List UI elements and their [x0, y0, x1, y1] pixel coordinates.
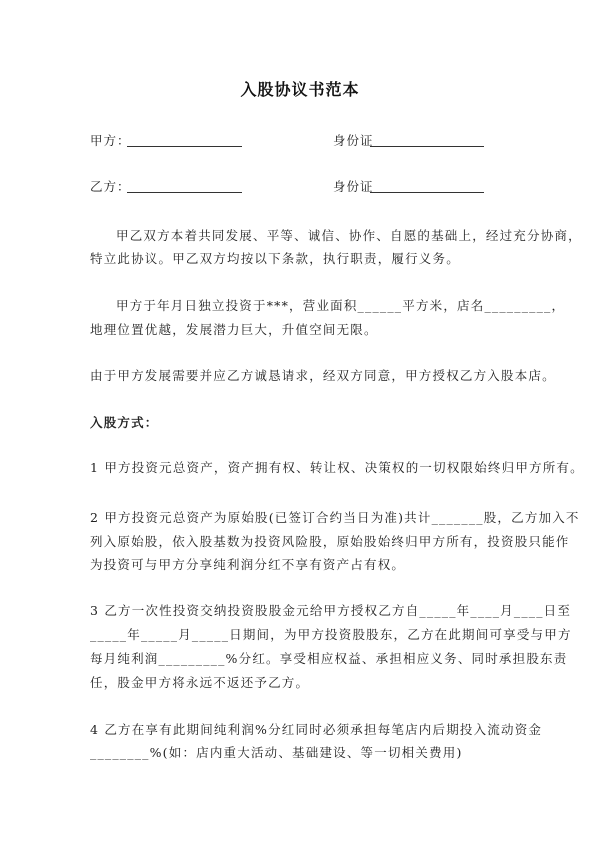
clause-2-line: 2 甲方投资元总资产为原始股(已签订合约当日为准)共计_______股，乙方加入不 — [90, 510, 580, 525]
clause-2-line: 列入原始股，依入股基数为投资风险股，原始股始终归甲方所有，投资股只能作 — [90, 534, 570, 549]
party-b-id-blank[interactable] — [370, 192, 484, 193]
party-b-label: 乙方： — [90, 179, 131, 194]
clause-2-line: 为投资可与甲方分享纯利润分红不享有资产占有权。 — [90, 557, 406, 572]
clause-3-line: 3 乙方一次性投资交纳投资股股金元给甲方授权乙方自_____年____月____日至 — [90, 603, 572, 618]
clause-1-line: 1 甲方投资元总资产，资产拥有权、转让权、决策权的一切权限始终归甲方所有。 — [90, 460, 584, 475]
clause-4-line: 4 乙方在享有此期间纯利润%分红同时必须承担每笔店内后期投入流动资金 — [90, 722, 543, 737]
section-heading: 入股方式： — [90, 415, 159, 430]
document-title: 入股协议书范本 — [240, 80, 360, 99]
party-a-name-blank[interactable] — [127, 146, 242, 147]
party-a-id-label: 身份证 — [333, 133, 374, 148]
investment-line: 地理位置优越，发展潜力巨大，升值空间无限。 — [90, 322, 378, 337]
intro-line: 甲乙双方本着共同发展、平等、诚信、协作、自愿的基础上，经过充分协商， — [116, 228, 582, 243]
clause-3-line: _____年_____月_____日期间，为甲方投资股股东，乙方在此期间可享受与甲方 — [90, 627, 572, 642]
party-a-label: 甲方： — [90, 133, 131, 148]
party-b-id-label: 身份证 — [333, 179, 374, 194]
investment-line: 甲方于年月日独立投资于***，营业面积______平方米，店名_________， — [116, 298, 566, 313]
party-b-name-blank[interactable] — [127, 192, 242, 193]
clause-4-line: ________%(如：店内重大活动、基础建设、等一切相关费用) — [90, 745, 463, 760]
clause-3-line: 任，股金甲方将永远不返还予乙方。 — [90, 675, 310, 690]
clause-3-line: 每月纯利润_________%分红。享受相应权益、承担相应义务、同时承担股东责 — [90, 651, 568, 666]
intro-line: 特立此协议。甲乙双方均按以下条款，执行职责，履行义务。 — [90, 251, 460, 266]
authorization-paragraph: 由于甲方发展需要并应乙方诚恳请求，经双方同意，甲方授权乙方入股本店。 — [90, 368, 556, 383]
party-a-id-blank[interactable] — [370, 146, 484, 147]
